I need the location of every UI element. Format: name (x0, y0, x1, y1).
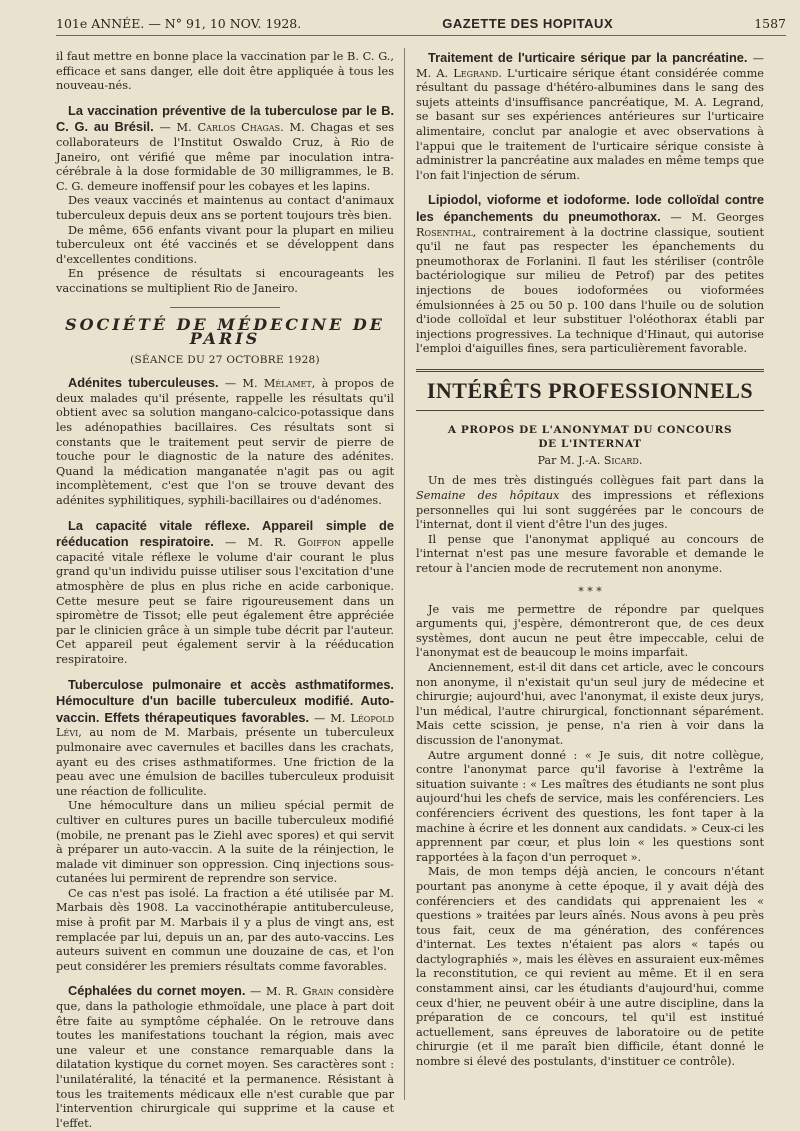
article-p2: Il pense que l'anonymat appliqué au concours de l'internat n'est pas une mesure favorable et demande le retour à l'ancien mode de recrutement non anonyme. (416, 532, 764, 576)
article-title-line2: DE L'INTERNAT (538, 437, 642, 450)
capacite-title: La capacité vitale réflexe. Appareil simple de rééducation respiratoire. (56, 517, 394, 550)
seance-date: (SÉANCE DU 27 OCTOBRE 1928) (130, 353, 320, 366)
urticaire-author: Legrand (453, 66, 499, 80)
right-column (416, 50, 764, 1070)
section-stars: * * * (578, 584, 602, 598)
article-p3: Je vais me permettre de répondre par quelques arguments qui, j'espère, démontreront que, de ces deux systèmes, dont aucun ne peut être impeccable, celui de l'anonymat est de beaucoup le moins imparfait. (416, 602, 764, 660)
adenites-title: Adénites tuberculeuses. (68, 375, 219, 391)
bresil-title: La vaccination préventive de la tuberculose par le B. C. G. au Brésil. (56, 102, 394, 135)
lipiodol-title: Lipiodol, vioforme et iodoforme. Iode colloïdal contre les épanchements du pneumothorax. (416, 192, 764, 224)
bresil-p4: En présence de résultats si encourageants les vaccinations se multiplient Rio de Janeiro. (56, 267, 394, 295)
cephalees-author: Grain (302, 985, 334, 999)
lipiodol-author: Rosenthal (416, 225, 473, 239)
article-title-line1: A PROPOS DE L'ANONYMAT DU CONCOURS (447, 423, 733, 436)
page-number: 1587 (754, 15, 786, 31)
lipiodol-text: , contrairement à la doctrine classique, soutient qu'il ne faut pas respecter les épanchements du pneumothorax de Forlanini. Il faut les stériliser (contrôle bactériologique sur milieu de Petrof) par des petites injections de boues iodoformées ou vioformées émulsionnées à 25 ou 50 p. 100 dans l'huile ou de solution d'iode colloïdal et leur substituer l'oléothorax établi par injections progressives. La technique d'Hinaut, qui autorise l'emploi d'aiguilles fines, sera particulièrement favorable. (416, 225, 764, 356)
adenites-text: , à propos de deux malades qu'il présente, rappelle les résultats qu'il obtient avec sa solution mangano-calcico-potassique dans les adénopathies bacillaires. Ces résultats sont si constants que le traitement peut servir de pierre de touche pour le diagnostic de la nature des adénites. Quand la médication manganatée n'agit pas ou agit incomplètement, c'est que l'on se trouve devant des adénites syphilitiques, syphili-bacillaires ou d'adénomes. (56, 377, 395, 508)
tuberculose-section: Tuberculose pulmonaire et accès asthmatiformes. Hémoculture d'un bacille tuberculeux modifié. Auto-vaccin. Effets thérapeutiques favorables. — M. Léopold Lévi, au nom de M. Marbais, présente un tuberculeux pulmonaire avec cavernules et bacilles dans les crachats, ayant eu des crises asthmatiformes. Une friction de la peau avec une émulsion de bacilles tuberculeux produisit une réaction de folliculite. Une hémoculture dans un milieu spécial permit de cultiver en cultures pures un bacille tuberculeux modifié (mobile, ne prenant pas le Ziehl avec spores) et qui servit à préparer un auto-vaccin. A la suite de la réinjection, le malade vit diminuer son oppression. Cinq injections sous-cutanées lui permirent de reprendre son service. Ce cas n'est pas isolé. La fraction a été utilisée par M. Marbais dès 1908. La vaccinothérapie antituberculeuse, mise à profit par M. Marbais il y a plus de vingt ans, est remplacée par lui, depuis un an, par des auto-vaccins. Les auteurs suivent en commun une douzaine de cas, et l'on peut considérer les premiers résultats comme favorables. (56, 676, 395, 973)
left-column (56, 50, 394, 1131)
issue-info: 101e ANNÉE. — N° 91, 10 NOV. 1928. (56, 15, 302, 31)
urticaire-section: Traitement de l'urticaire sérique par la pancréatine. — M. A. Legrand. L'urticaire sérique étant considérée comme résultant du passage d'hétéro-albumines dans le sang des sujets atteints d'insuffisance pancréatique, M. A. Legrand, se basant sur ses expériences antérieures sur l'urticaire alimentaire, conclut par analogie et avec observations à l'appui que le traitement de l'urticaire sérique consiste à administrer la pancréatine aux malades en même temps que l'on fait l'injection de sérum. (416, 50, 765, 182)
bresil-p1: M. Chagas et ses collaborateurs de l'Institut Oswaldo Cruz, à Rio de Janeiro, ont vérifié que même par inoculation intra-cérébrale à la dose formidable de 30 milligrammes, le B. C. G. demeure inoffensif pour les cobayes et les lapins. (56, 121, 394, 193)
banner-rule-bottom (416, 410, 764, 411)
article-p5: Autre argument donné : « Je suis, dit notre collègue, contre l'anonymat parce qu'il favorise à l'extrême la situation suivante : « Les maîtres des étudiants ne sont plus aujourd'hui les chefs de service, mais les conférenciers. Les conférenciers écrivent des questions, les font taper à la machine à écrire et les donnent aux candidats. » Ceux-ci les apprennent par cœur, et plus loin « les questions sont rapportées à la façon d'un perroquet ». (416, 748, 764, 864)
running-head (56, 11, 786, 36)
cephalees-text: considère que, dans la pathologie ethmoïdale, une place à part doit être faite au symptôme céphalée. On le retrouve dans toutes les manifestations touchant la région, mais avec une valeur et une constance remarquable dans la dilatation kystique du cornet moyen. Ses caractères sont : l'unilatéralité, la ténacité et la permanence. Résistant à tous les traitements médicaux elle n'est curable que par l'intervention chirurgicale qui supprime et la cause et l'effet. (56, 985, 394, 1130)
tuberculose-author: Léopold Lévi (56, 711, 395, 740)
urticaire-title: Traitement de l'urticaire sérique par la pancréatine. (428, 50, 748, 65)
journal-title: GAZETTE DES HOPITAUX (442, 15, 614, 31)
tuberculose-p1: , au nom de M. Marbais, présente un tuberculeux pulmonaire avec cavernules et bacilles dans les crachats, ayant eu des crises asthmatiformes. Une friction de la peau avec une émulsion de bacilles tuberculeux produisit une réaction de folliculite. (56, 726, 394, 798)
article-p1-end: des impressions et réflexions personnelles qui lui sont suggérées par le concours de l'internat, dont il vient d'être l'un des juges. (416, 489, 764, 532)
byline-prefix: Par M. J.-A. (537, 453, 604, 467)
cephalees-title: Céphalées du cornet moyen. (68, 983, 246, 999)
bresil-section: La vaccination préventive de la tuberculose par le B. C. G. au Brésil. — M. Carlos Chagas. M. Chagas et ses collaborateurs de l'Institut Oswaldo Cruz, à Rio de Janeiro, ont vérifié que même par inoculation intra-cérébrale à la dose formidable de 30 milligrammes, le B. C. G. demeure inoffensif pour les cobayes et les lapins. Des veaux vaccinés et maintenus au contact d'animaux tuberculeux depuis deux ans se portent toujours très bien. De même, 656 enfants vivant pour la plupart en milieu tuberculeux ont été vaccinés et se développent dans d'excellentes conditions. En présence de résultats si encourageants les vaccinations se multiplient Rio de Janeiro. (56, 102, 394, 295)
column-divider (404, 48, 405, 1100)
byline-author: Sicard (603, 453, 639, 467)
intro-paragraph: il faut mettre en bonne place la vaccination par le B. C. G., efficace et sans danger, elle doit être appliquée à tous les nouveau-nés. (56, 50, 394, 93)
article-title (416, 423, 764, 451)
section-banner: INTÉRÊTS PROFESSIONNELS (426, 377, 754, 403)
bresil-p2: Des veaux vaccinés et maintenus au contact d'animaux tuberculeux depuis deux ans se portent toujours très bien. (56, 194, 394, 222)
adenites-author: Mélamet (263, 377, 312, 391)
cephalees-section: Céphalées du cornet moyen. — M. R. Grain considère que, dans la pathologie ethmoïdale, une place à part doit être faite au symptôme céphalée. On le retrouve dans toutes les manifestations touchant la région, mais avec une valeur et une constance remarquable dans la dilatation kystique du cornet moyen. Ses caractères sont : l'unilatéralité, la ténacité et la permanence. Résistant à tous les traitements médicaux elle n'est curable que par l'intervention chirurgicale qui supprime et la cause et l'effet. (56, 983, 394, 1130)
section-rule (170, 307, 280, 308)
article-p1-start: Un de mes très distingués collègues fait part dans la (428, 474, 764, 488)
banner-rule-top (416, 369, 764, 372)
tuberculose-p3: Ce cas n'est pas isolé. La fraction a été utilisée par M. Marbais dès 1908. La vaccinothérapie antituberculeuse, mise à profit par M. Marbais il y a plus de vingt ans, est remplacée par lui, depuis un an, par des auto-vaccins. Les auteurs suivent en commun une douzaine de cas, et l'on peut considérer les premiers résultats comme favorables. (56, 886, 394, 973)
lipiodol-section: Lipiodol, vioforme et iodoforme. Iode colloïdal contre les épanchements du pneumothorax. — M. Georges Rosenthal, contrairement à la doctrine classique, soutient qu'il ne faut pas respecter les épanchements du pneumothorax de Forlanini. Il faut les stériliser (contrôle bactériologique sur milieu de Petrof) par des petites injections de boues iodoformées ou vioformées émulsionnées à 25 ou 50 p. 100 dans l'huile ou de solution d'iode colloïdal et leur substituer l'oléothorax établi par injections progressives. La technique d'Hinaut, qui autorise l'emploi d'aiguilles fines, sera particulièrement favorable. (416, 192, 764, 356)
society-heading: SOCIÉTÉ DE MÉDECINE DE PARIS (65, 314, 385, 349)
adenites-section: Adénites tuberculeuses. — M. Mélamet, à propos de deux malades qu'il présente, rappelle les résultats qu'il obtient avec sa solution mangano-calcico-potassique dans les adénopathies bacillaires. Ces résultats sont si constants que le traitement peut servir de pierre de touche pour le diagnostic de la nature des adénites. Quand la médication manganatée n'agit pas ou agit incomplètement, c'est que l'on se trouve devant des adénites syphilitiques, syphili-bacillaires ou d'adénomes. (56, 375, 395, 508)
tuberculose-title: Tuberculose pulmonaire et accès asthmatiformes. Hémoculture d'un bacille tuberculeux modifié. Auto-vaccin. Effets thérapeutiques favorables. (56, 676, 394, 725)
bresil-p3: De même, 656 enfants vivant pour la plupart en milieu tuberculeux ont été vaccinés et se développent dans d'excellentes conditions. (56, 223, 394, 266)
capacite-text: appelle capacité vitale réflexe le volume d'air courant le plus grand qu'un individu puisse utiliser sous l'excitation d'une atmosphère de plus en plus riche en acide carbonique. Cette mesure peut se faire rigoureusement dans un spiromètre de Tissot; elle peut également être appréciée par le clinicien grâce à un simple tube décrit par l'auteur. Cet appareil peut également servir à la rééducation respiratoire. (56, 536, 394, 666)
capacite-author: Goiffon (297, 536, 341, 550)
article-p1 (416, 474, 764, 532)
journal-name: Semaine des hôpitaux (416, 489, 560, 503)
article-p6: Mais, de mon temps déjà ancien, le concours n'étant pourtant pas anonyme à cette époque, il y avait déjà des conférenciers et des candidats qui apprenaient les « questions » traitées par leurs aînés. Nous avons à peu près tous fait, ceux de ma génération, des conférences d'internat. Les textes n'étaient pas alors « tapés ou dactylographiés », mais les élèves en assuraient eux-mêmes la reconstitution, ce qui revient au même. Et il en sera constamment ainsi, car les étudiants d'aujourd'hui, comme ceux d'hier, ne peuvent obéir à une autre discipline, dans la préparation de ce concours, tel qu'il est institué actuellement, sans épreuves de laboratoire ou de petite chirurgie (et il me paraît bien difficile, étant donné le nombre si élevé des postulants, d'instituer ce contrôle). (416, 865, 764, 1069)
bresil-author: Carlos Chagas (197, 121, 281, 135)
tuberculose-p2: Une hémoculture dans un milieu spécial permit de cultiver en cultures pures un bacille tuberculeux modifié (mobile, ne prenant pas le Ziehl avec spores) et qui servit à préparer un auto-vaccin. A la suite de la réinjection, le malade vit diminuer son oppression. Cinq injections sous-cutanées lui permirent de reprendre son service. (56, 799, 394, 886)
article-byline: Par M. J.-A. Sicard. (537, 453, 643, 467)
urticaire-text: . L'urticaire sérique étant considérée comme résultant du passage d'hétéro-albumines dans le sang des sujets atteints d'insuffisance pancréatique, M. A. Legrand, se basant sur ses expériences antérieures sur l'urticaire alimentaire, conclut par analogie et avec observations à l'appui que le traitement de l'urticaire sérique consiste à administrer la pancréatine aux malades en même temps que l'on fait l'injection de sérum. (416, 66, 764, 182)
capacite-section: La capacité vitale réflexe. Appareil simple de rééducation respiratoire. — M. R. Goiffon appelle capacité vitale réflexe le volume d'air courant le plus grand qu'un individu puisse utiliser sous l'excitation d'une atmosphère de plus en plus riche en acide carbonique. Cette mesure peut se faire rigoureusement dans un spiromètre de Tissot; elle peut également être appréciée par le clinicien grâce à un simple tube décrit par l'auteur. Cet appareil peut également servir à la rééducation respiratoire. (56, 517, 394, 666)
article-p4: Anciennement, est-il dit dans cet article, avec le concours non anonyme, il n'existait qu'un seul jury de médecine et chirurgie; aujourd'hui, avec l'anonymat, il existe deux jurys, l'un médical, l'autre chirurgical, fonctionnant séparément. Mais cette scission, je pense, n'a rien à voir dans la discussion de l'anonymat. (416, 661, 764, 747)
